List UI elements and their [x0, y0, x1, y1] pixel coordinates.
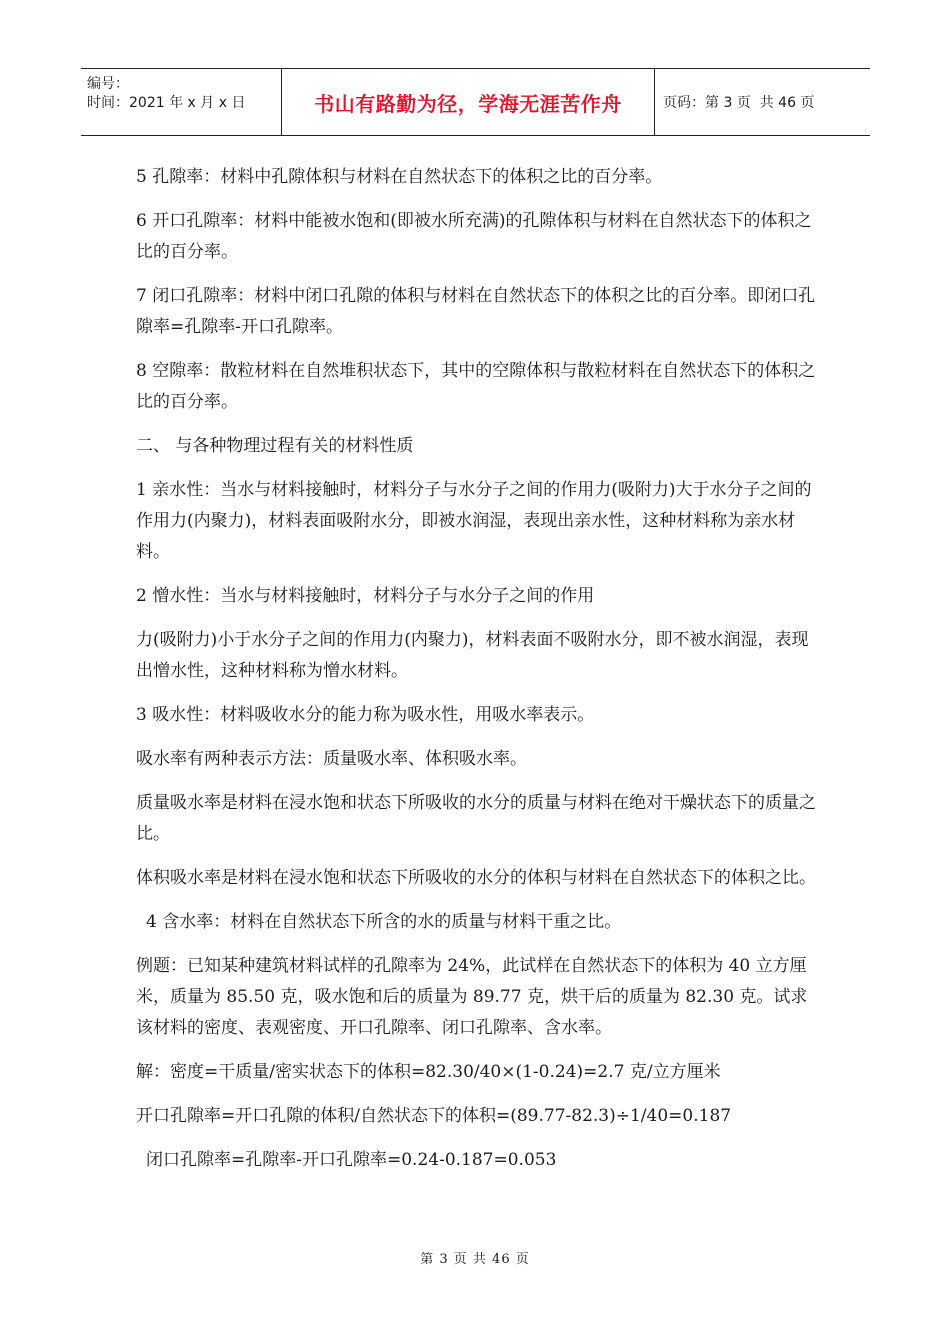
- time-label: 时间：2021 年 x 月 x 日: [87, 95, 246, 111]
- page-code-text: 页码：第 3 页 共 46 页: [663, 95, 815, 111]
- section-heading: 二、 与各种物理过程有关的材料性质: [136, 436, 414, 456]
- paragraph-porosity: 5 孔隙率：材料中孔隙体积与材料在自然状态下的体积之比的百分率。: [136, 167, 663, 187]
- page-header: [81, 68, 870, 136]
- header-page-code: [655, 69, 870, 135]
- paragraph-example: 例题：已知某种建筑材料试样的孔隙率为 24%，此试样在自然状态下的体积为 40 立方厘米，质量为 85.50 克，吸水饱和后的质量为 89.77 克，烘干后的质量为 82.30 克。试求该材料的密度、表观密度、开口孔隙率、闭口孔隙率、含水率。: [136, 956, 808, 1038]
- paragraph-moisture-content: 4 含水率：材料在自然状态下所含的水的质量与材料干重之比。: [146, 912, 622, 932]
- paragraph-mass-absorption: 质量吸水率是材料在浸水饱和状态下所吸收的水分的质量与材料在绝对干燥状态下的质量之比。: [136, 793, 816, 844]
- page-footer: 第 3 页 共 46 页: [420, 1252, 530, 1267]
- paragraph-hydrophilic: 1 亲水性：当水与材料接触时，材料分子与水分子之间的作用力(吸附力)大于水分子之间的作用力(内聚力)，材料表面吸附水分，即被水润湿，表现出亲水性，这种材料称为亲水材料。: [136, 480, 812, 562]
- paragraph-absorption-methods: 吸水率有两种表示方法：质量吸水率、体积吸水率。: [136, 749, 527, 769]
- header-motto: 书山有路勤为径，学海无涯苦作舟: [282, 69, 655, 135]
- paragraph-void-ratio: 8 空隙率：散粒材料在自然堆积状态下，其中的空隙体积与散粒材料在自然状态下的体积之比的百分率。: [136, 361, 816, 412]
- paragraph-closed-porosity: 7 闭口孔隙率：材料中闭口孔隙的体积与材料在自然状态下的体积之比的百分率。即闭口孔隙率=孔隙率-开口孔隙率。: [136, 286, 816, 337]
- paragraph-solution-open: 开口孔隙率=开口孔隙的体积/自然状态下的体积=(89.77-82.3)÷1/40=0.187: [136, 1106, 732, 1126]
- paragraph-volume-absorption: 体积吸水率是材料在浸水饱和状态下所吸收的水分的体积与材料在自然状态下的体积之比。: [136, 868, 816, 888]
- paragraph-solution-density: 解：密度=干质量/密实状态下的体积=82.30/40×(1-0.24)=2.7 克/立方厘米: [136, 1062, 721, 1082]
- header-meta: [81, 69, 282, 135]
- paragraph-solution-closed: 闭口孔隙率=孔隙率-开口孔隙率=0.24-0.187=0.053: [146, 1150, 557, 1170]
- paragraph-hydrophobic-cont: 力(吸附力)小于水分子之间的作用力(内聚力)，材料表面不吸附水分，即不被水润湿，表现出憎水性，这种材料称为憎水材料。: [136, 630, 809, 681]
- paragraph-hydrophobic: 2 憎水性：当水与材料接触时，材料分子与水分子之间的作用: [136, 586, 595, 606]
- paragraph-open-porosity: 6 开口孔隙率：材料中能被水饱和(即被水所充满)的孔隙体积与材料在自然状态下的体积之比的百分率。: [136, 211, 812, 262]
- id-label: 编号：: [87, 76, 129, 92]
- paragraph-water-absorption: 3 吸水性：材料吸收水分的能力称为吸水性，用吸水率表示。: [136, 705, 595, 725]
- document-body: [136, 162, 816, 1189]
